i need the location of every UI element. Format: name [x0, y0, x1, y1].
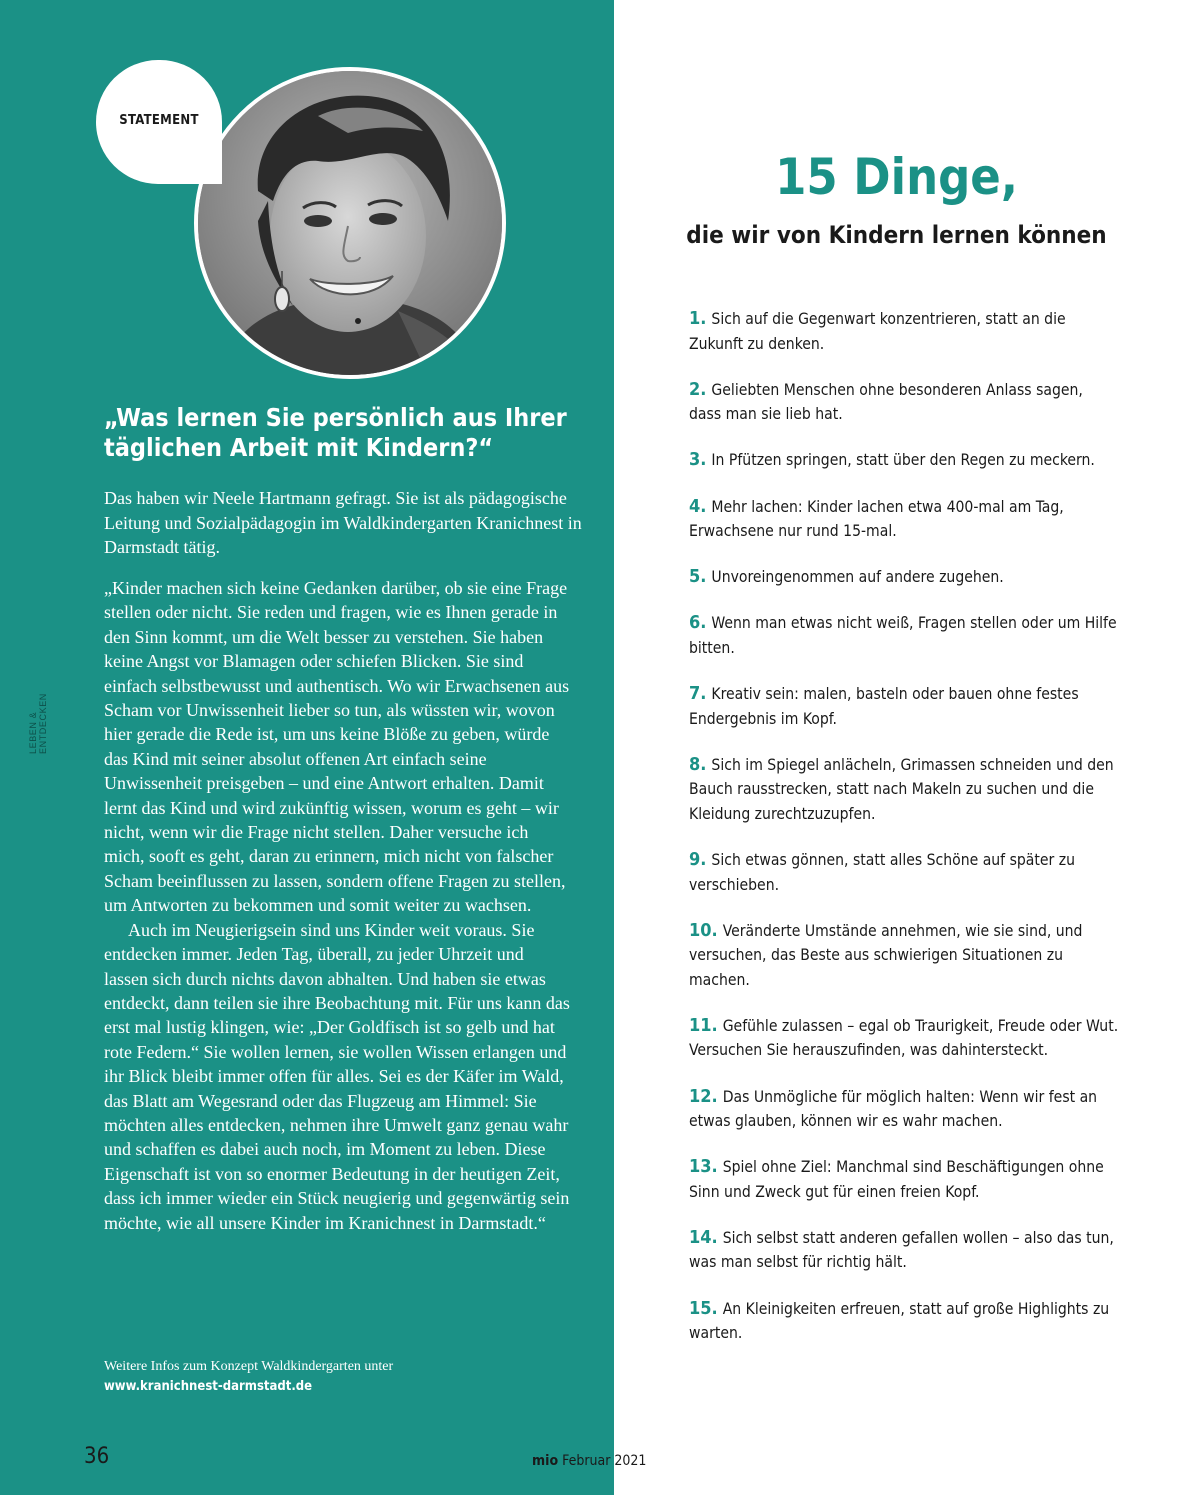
quote-paragraph: „Kinder machen sich keine Gedanken darüber, ob sie eine Frage stellen oder nicht. Sie reden und fragen, wie es Ihnen gerade in den Sinn kommt, um die Welt besser zu verstehen. Sie haben keine Angst vor Blamagen oder schiefen Blicken. Sie sind einfach selbstbewusst und authentisch. Wo wir Erwachsenen aus Scham vor Unwissenheit lieber so tun, als wüssten wir, wovon hier gerade die Rede ist, um uns keine Blöße zu geben, würde das Kind mit seiner absolut offenen Art einfach seine Unwissenheit preisgeben – und eine Antwort erhalten. Damit lernt das Kind und wird zukünftig wissen, worum es geht – wir nicht, wenn wir die Frage nicht stellen. Daher versuche ich mich, sooft es geht, daran zu erinnern, mich nicht von falscher Scham beeinflussen zu lassen, sondern offene Fragen zu stellen, um Antworten zu bekommen und somit weiter zu wachsen. [104, 578, 570, 916]
item-text: Sich im Spiegel anlächeln, Grimassen schneiden und den Bauch rausstrecken, statt nach Makeln zu suchen und die Kleidung zurechtzuzupfen. [689, 755, 1114, 823]
statement-label: STATEMENT [119, 112, 199, 128]
website-link[interactable]: www.kranichnest-darmstadt.de [104, 1379, 313, 1394]
more-info [104, 1357, 584, 1397]
item-text: Das Unmögliche für möglich halten: Wenn wir fest an etwas glauben, können wir es wahr machen. [689, 1087, 1098, 1131]
item-number: 10. [689, 919, 718, 941]
quote-body [104, 576, 570, 1235]
quote-paragraph: Auch im Neugierigsein sind uns Kinder weit voraus. Sie entdecken immer. Jeden Tag, überall, zu jeder Uhrzeit und lassen sich durch nichts davon abhalten. Und haben sie etwas entdeckt, dann teilen sie ihre Beobachtung mit. Für uns kann das erst mal lustig klingen, wie: „Der Goldfisch ist so gelb und hat rote Federn.“ Sie wollen lernen, sie wollen Wissen erlangen und ihr Blick bleibt immer offen für alles. Sei es der Käfer im Wald, das Blatt am Wegesrand oder das Flugzeug am Himmel: Sie möchten alles entdecken, nehmen ihre Umwelt ganz genau wahr und schaffen es dabei auch noch, im Moment zu leben. Diese Eigenschaft ist von so enormer Bedeutung in der heutigen Zeit, dass ich immer wieder ein Stück neugierig und gegenwärtig sein möchte, wie all unsere Kinder im Kranichnest in Darmstadt.“ [104, 919, 570, 1233]
item-text: Veränderte Umstände annehmen, wie sie sind, und versuchen, das Beste aus schwierigen Situationen zu machen. [689, 921, 1083, 989]
page-subtitle: die wir von Kindern lernen können [686, 221, 1107, 249]
item-number: 14. [689, 1226, 718, 1248]
item-text: Geliebten Menschen ohne besonderen Anlass sagen, dass man sie lieb hat. [689, 380, 1083, 424]
item-text: Gefühle zulassen – egal ob Traurigkeit, Freude oder Wut. Versuchen Sie herauszufinden, was dahintersteckt. [689, 1016, 1119, 1060]
interview-question: „Was lernen Sie persönlich aus Ihrer täglichen Arbeit mit Kindern?“ [104, 403, 567, 462]
list-item [689, 1085, 1119, 1134]
portrait-photo [194, 67, 506, 379]
item-text: Sich selbst statt anderen gefallen wollen – also das tun, was man selbst für richtig hält. [689, 1228, 1114, 1272]
item-number: 1. [689, 308, 707, 329]
item-number: 11. [689, 1014, 718, 1036]
item-text: Spiel ohne Ziel: Manchmal sind Beschäftigungen ohne Sinn und Zweck gut für einen freien Kopf. [689, 1158, 1104, 1201]
item-number: 7. [689, 683, 707, 705]
magazine-name: mio [532, 1453, 559, 1469]
list-item [689, 848, 1119, 897]
list-item [689, 1155, 1119, 1204]
list-item [689, 753, 1119, 827]
item-number: 3. [689, 449, 707, 471]
item-number: 15. [689, 1297, 718, 1319]
page-title: 15 Dinge, [775, 148, 1018, 206]
item-text: Mehr lachen: Kinder lachen etwa 400-mal am Tag, Erwachsene nur rund 15-mal. [689, 497, 1064, 541]
page-number: 36 [84, 1444, 110, 1469]
item-number: 12. [689, 1085, 718, 1107]
list-item [689, 307, 1119, 356]
section-side-label: LEBEN & ENTDECKEN [28, 693, 48, 754]
list-item [689, 378, 1119, 427]
item-text: In Pfützen springen, statt über den Regen zu meckern. [711, 451, 1095, 470]
item-number: 4. [689, 495, 707, 517]
list-item [689, 1226, 1119, 1275]
list-item [689, 495, 1119, 544]
item-number: 6. [689, 612, 707, 634]
list-item [689, 565, 1119, 590]
list-item [689, 448, 1119, 473]
more-info-text: Weitere Infos zum Konzept Waldkindergarten unter [104, 1359, 394, 1374]
list-item [689, 682, 1119, 731]
item-number: 5. [689, 566, 707, 588]
list-item [689, 1014, 1119, 1063]
intro-paragraph: Das haben wir Neele Hartmann gefragt. Sie ist als pädagogische Leitung und Sozialpädagogin im Waldkindergarten Kranichnest in Darmstadt tätig. [104, 488, 582, 557]
item-text: Sich auf die Gegenwart konzentrieren, statt an die Zukunft zu denken. [689, 310, 1066, 353]
item-text: Wenn man etwas nicht weiß, Fragen stellen oder um Hilfe bitten. [689, 614, 1117, 657]
tips-list [689, 307, 1119, 1367]
item-number: 8. [689, 753, 707, 775]
magazine-issue: Februar 2021 [562, 1453, 647, 1469]
item-text: An Kleinigkeiten erfreuen, statt auf große Highlights zu warten. [689, 1299, 1110, 1343]
item-number: 13. [689, 1156, 718, 1178]
item-number: 9. [689, 849, 707, 870]
item-number: 2. [689, 378, 707, 400]
item-text: Kreativ sein: malen, basteln oder bauen ohne festes Endergebnis im Kopf. [689, 685, 1079, 728]
list-item [689, 919, 1119, 993]
magazine-footer [532, 1453, 646, 1469]
list-item [689, 1297, 1119, 1346]
item-text: Unvoreingenommen auf andere zugehen. [711, 568, 1004, 587]
item-text: Sich etwas gönnen, statt alles Schöne auf später zu verschieben. [689, 851, 1075, 894]
statement-badge [96, 60, 222, 184]
list-item [689, 611, 1119, 660]
